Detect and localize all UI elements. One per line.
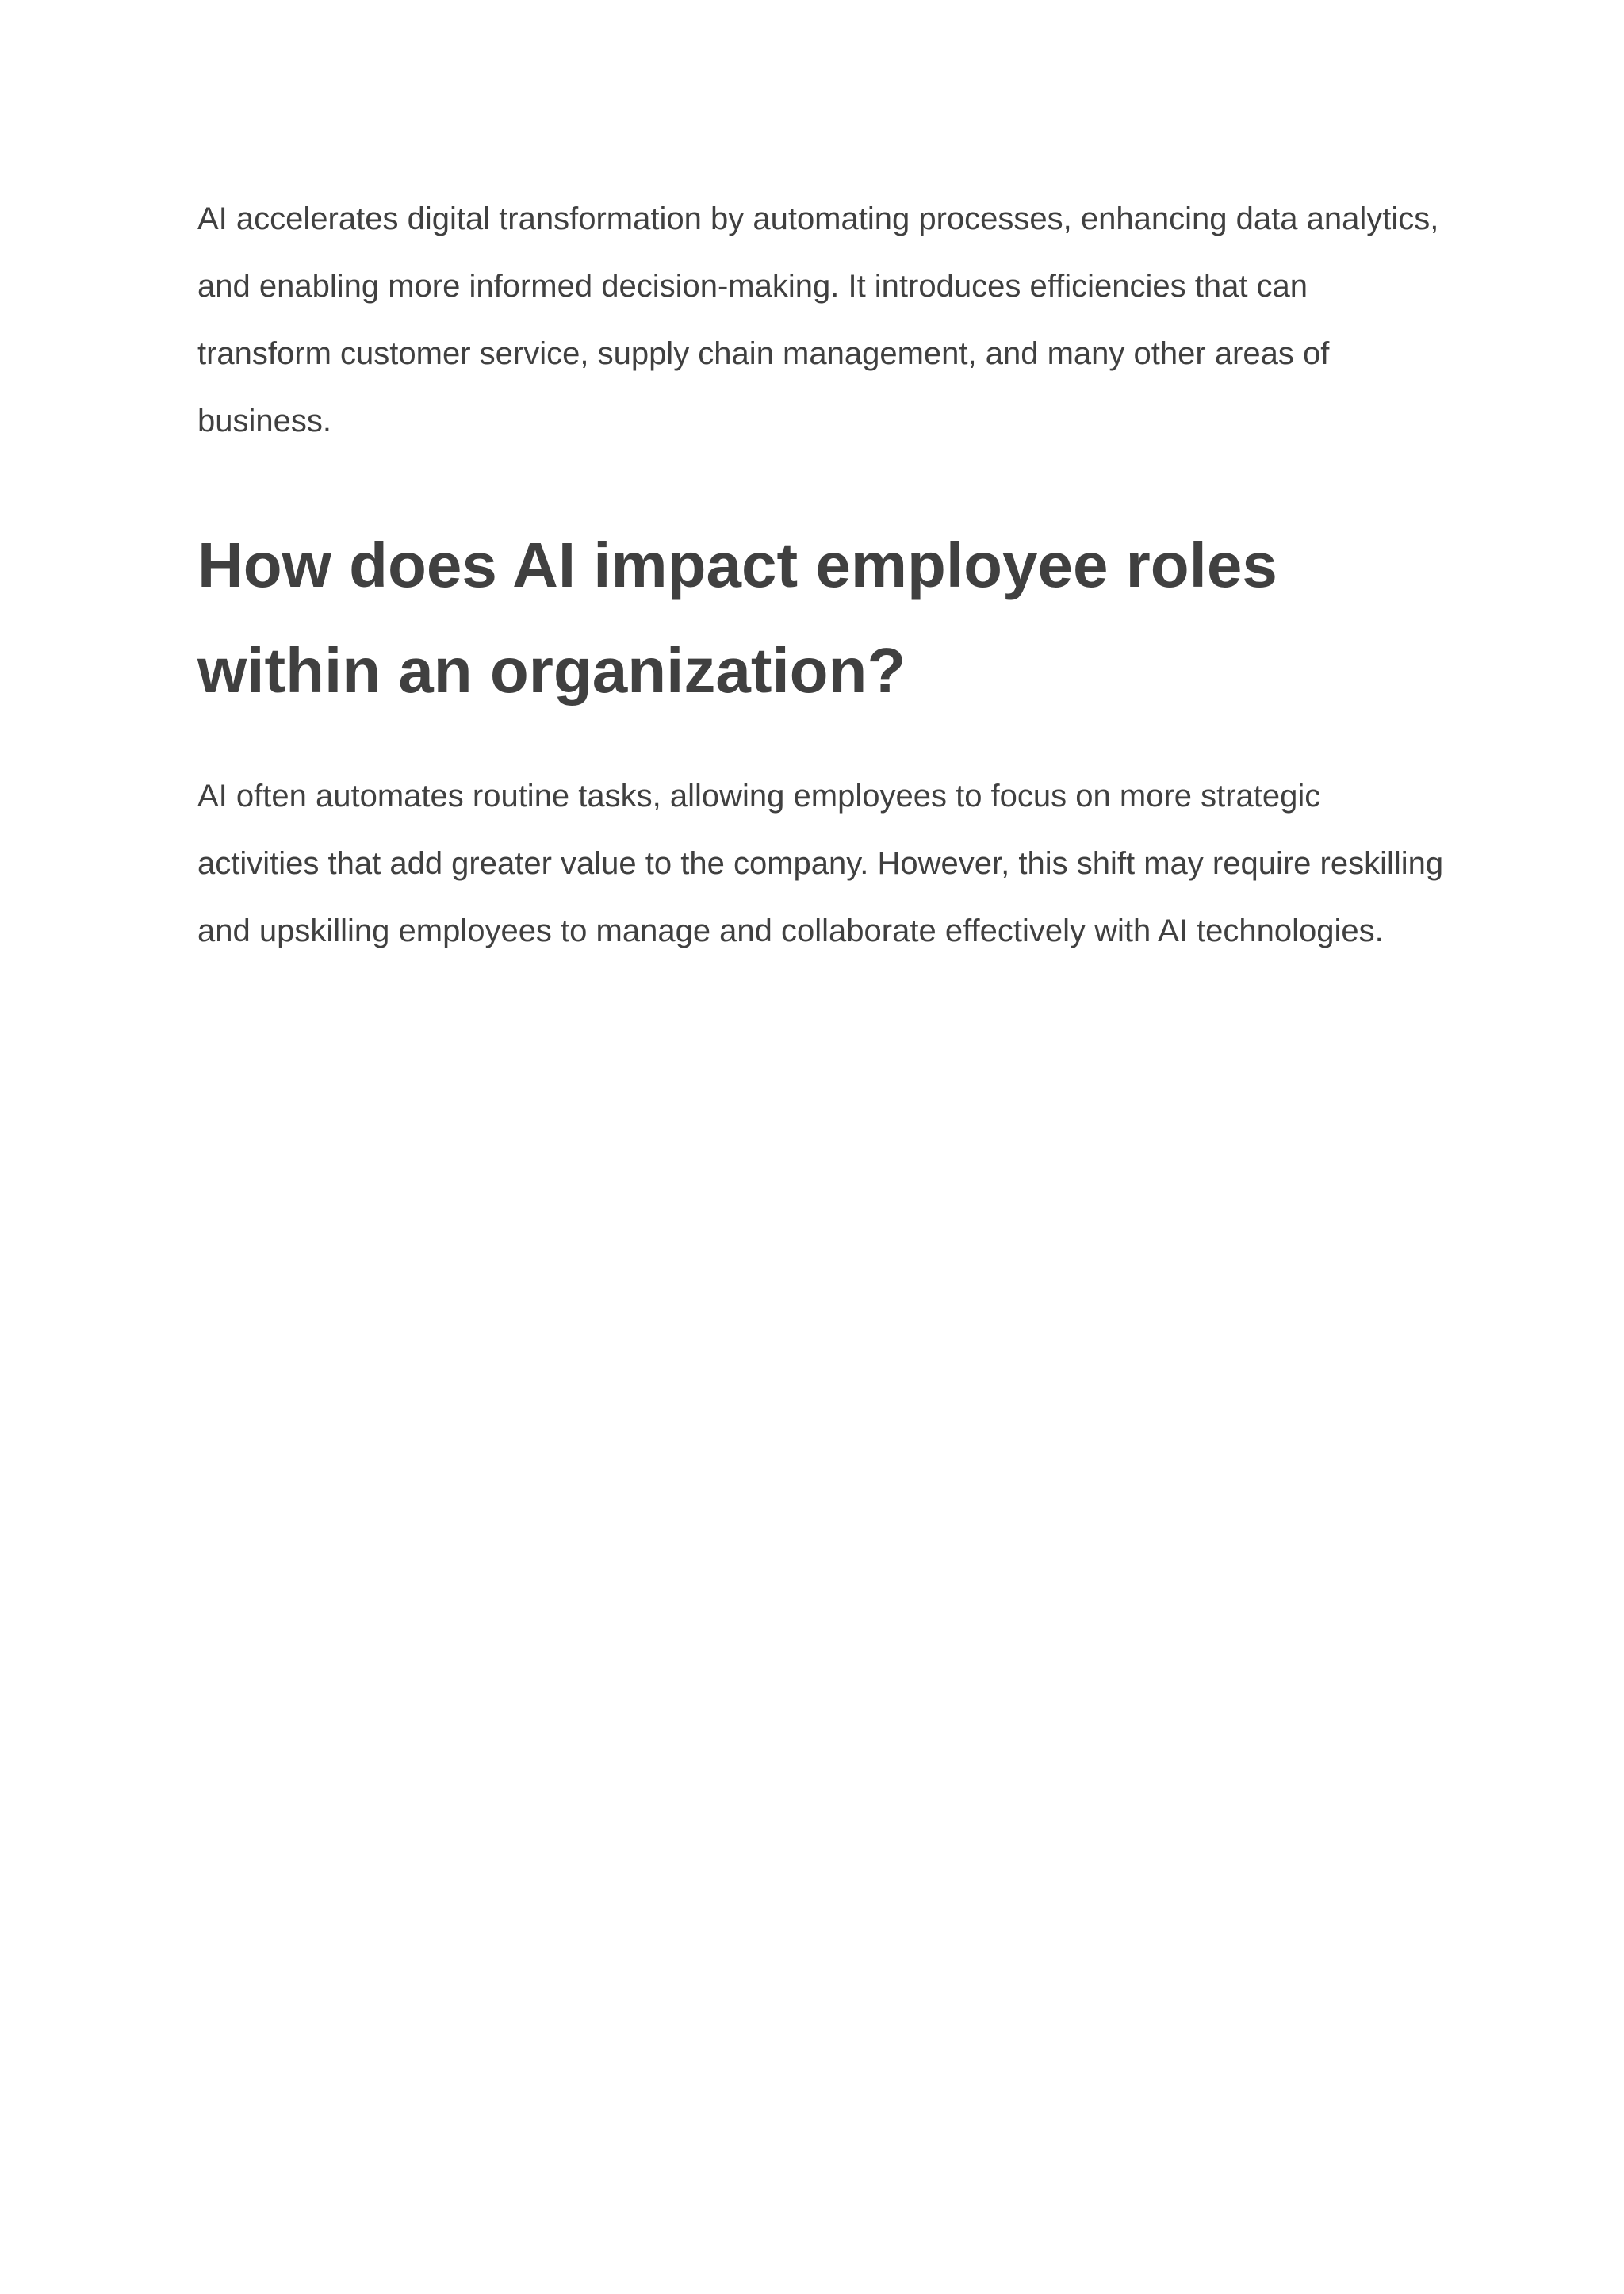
document-content xyxy=(197,186,1450,965)
section-heading: How does AI impact employee roles within an organization? xyxy=(197,530,1277,706)
section-paragraph: AI often automates routine tasks, allowing employees to focus on more strategic activities that add greater value to the company. However, this shift may require reskilling and upskilling employees to manage and collaborate effectively with AI technologies. xyxy=(197,779,1444,948)
intro-paragraph: AI accelerates digital transformation by automating processes, enhancing data analytics, and enabling more informed decision-making. It introduces efficiencies that can transform customer service, supply chain management, and many other areas of business. xyxy=(197,201,1439,439)
